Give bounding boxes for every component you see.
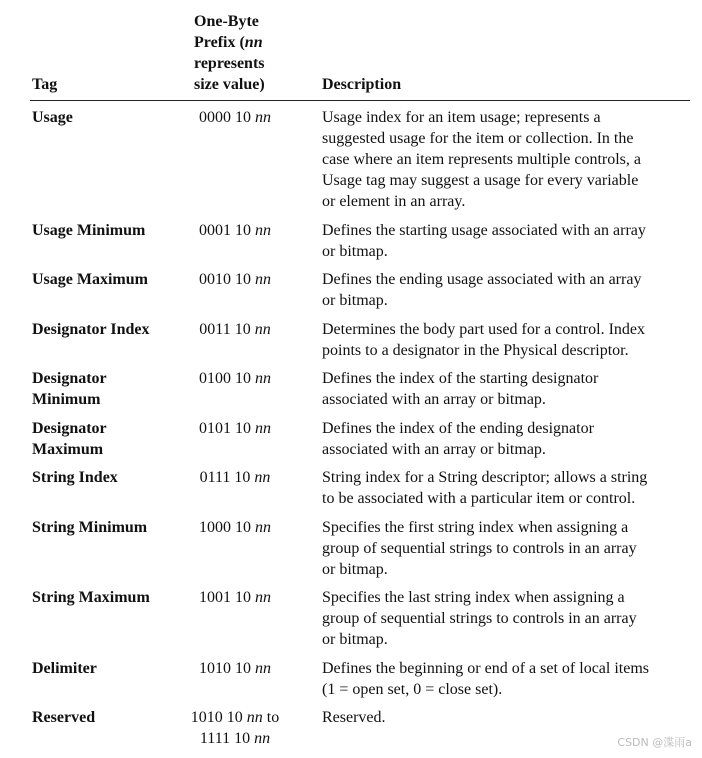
prefix-cell — [178, 467, 292, 509]
prefix-cell — [178, 220, 292, 262]
italic-segment: nn — [254, 730, 271, 747]
italic-segment: nn — [244, 34, 263, 51]
description-line: group of sequential strings to controls in an array — [322, 610, 637, 627]
prefix-line — [194, 74, 292, 95]
tag-line: String Minimum — [32, 518, 148, 536]
text-segment: 0010 10 — [199, 271, 255, 288]
text-segment: 1000 10 — [199, 518, 255, 536]
prefix-line — [178, 269, 292, 290]
description-line: String index for a String descriptor; allows a string — [322, 469, 648, 486]
tag-cell — [30, 368, 178, 410]
text-segment: represents — [194, 55, 265, 72]
table-row — [30, 220, 690, 270]
description-cell — [292, 319, 690, 361]
text-segment: to — [262, 709, 280, 726]
description-line: group of sequential strings to controls in an array — [322, 539, 637, 557]
tag-line: Minimum — [32, 391, 101, 408]
tag-line: Reserved — [32, 709, 96, 726]
tag-cell — [30, 107, 178, 212]
prefix-line — [178, 467, 292, 488]
description-line: associated with an array or bitmap. — [322, 391, 546, 408]
description-line: associated with an array or bitmap. — [322, 440, 546, 458]
description-line: Defines the starting usage associated with an array — [322, 221, 646, 239]
prefix-line — [178, 368, 292, 389]
text-segment: 1010 10 — [190, 709, 247, 726]
tag-cell — [30, 707, 178, 749]
header-prefix — [178, 11, 292, 95]
table-row — [30, 107, 690, 220]
description-line: (1 = open set, 0 = close set). — [322, 680, 503, 698]
prefix-line — [194, 53, 292, 74]
tag-line: Usage — [32, 109, 73, 126]
prefix-line — [194, 32, 292, 53]
description-line: Usage tag may suggest a usage for every variable — [322, 172, 639, 189]
tag-cell — [30, 220, 178, 262]
tag-cell — [30, 517, 178, 580]
description-line: Specifies the first string index when assigning a — [322, 518, 629, 536]
tag-line: Maximum — [32, 440, 104, 458]
italic-segment: nn — [255, 370, 271, 387]
italic-segment: nn — [255, 518, 271, 536]
description-line: Defines the index of the ending designator — [322, 419, 594, 437]
watermark: CSDN @渫雨a — [617, 736, 692, 749]
description-line: or bitmap. — [322, 242, 388, 260]
description-cell — [292, 220, 690, 262]
table-row — [30, 517, 690, 588]
description-cell — [292, 467, 690, 509]
table-body — [30, 107, 690, 757]
prefix-cell — [178, 269, 292, 311]
text-segment: size value) — [194, 76, 265, 93]
description-cell — [292, 107, 690, 212]
italic-segment: nn — [254, 320, 271, 338]
description-line: Determines the body part used for a control. Index — [322, 320, 646, 338]
tag-line: Usage Minimum — [32, 221, 146, 239]
table-row — [30, 269, 690, 319]
description-line: Defines the index of the starting designator — [322, 370, 599, 387]
italic-segment: nn — [254, 469, 271, 486]
prefix-cell — [178, 368, 292, 410]
tag-line: Designator — [32, 370, 107, 387]
description-line: case where an item represents multiple controls, a — [322, 151, 641, 168]
description-cell — [292, 418, 690, 460]
italic-segment: nn — [255, 589, 271, 606]
tag-line: String Index — [32, 469, 118, 486]
tag-cell — [30, 418, 178, 460]
description-line: or element in an array. — [322, 193, 466, 210]
text-segment: 0000 10 — [199, 109, 255, 126]
italic-segment: nn — [255, 659, 271, 677]
tag-line: String Maximum — [32, 589, 150, 606]
text-segment: 0111 10 — [199, 469, 255, 486]
prefix-line — [178, 517, 292, 538]
prefix-line — [194, 11, 292, 32]
description-line: Specifies the last string index when assigning a — [322, 589, 625, 606]
description-cell — [292, 517, 690, 580]
description-line: Defines the beginning or end of a set of local items — [322, 659, 650, 677]
description-line: points to a designator in the Physical descriptor. — [322, 341, 629, 359]
text-segment: 0101 10 — [199, 419, 255, 437]
text-segment: 0100 10 — [199, 370, 255, 387]
prefix-line — [178, 658, 292, 679]
description-line: or bitmap. — [322, 560, 388, 578]
description-line: Reserved. — [322, 709, 386, 726]
italic-segment: nn — [255, 271, 271, 288]
text-segment: 1111 10 — [199, 730, 255, 747]
tag-line: Designator Index — [32, 320, 150, 338]
prefix-line — [178, 728, 292, 749]
table-row — [30, 467, 690, 517]
header-description: Description — [322, 76, 402, 93]
description-cell — [292, 269, 690, 311]
tag-cell — [30, 319, 178, 361]
text-segment: One-Byte — [194, 13, 259, 30]
tag-cell — [30, 269, 178, 311]
table-row — [30, 319, 690, 369]
table-header — [30, 11, 690, 101]
description-line: Usage index for an item usage; represents a — [322, 109, 601, 126]
text-segment: 0011 10 — [199, 320, 255, 338]
tag-line: Designator — [32, 419, 107, 437]
tag-cell — [30, 467, 178, 509]
description-line: or bitmap. — [322, 631, 388, 648]
prefix-line — [178, 707, 292, 728]
description-cell — [292, 368, 690, 410]
table-row — [30, 707, 690, 757]
text-segment: 1001 10 — [199, 589, 255, 606]
prefix-cell — [178, 707, 292, 749]
prefix-cell — [178, 107, 292, 212]
italic-segment: nn — [255, 221, 271, 239]
prefix-line — [178, 319, 292, 340]
prefix-cell — [178, 587, 292, 650]
table-row — [30, 368, 690, 418]
description-line: Defines the ending usage associated with an array — [322, 271, 642, 288]
text-segment: 1010 10 — [199, 659, 255, 677]
header-tag: Tag — [32, 76, 58, 93]
text-segment: Prefix ( — [194, 34, 245, 51]
tag-cell — [30, 658, 178, 700]
tag-cell — [30, 587, 178, 650]
italic-segment: nn — [246, 709, 263, 726]
italic-segment: nn — [255, 109, 271, 126]
prefix-line — [178, 107, 292, 128]
tag-line: Delimiter — [32, 659, 97, 677]
prefix-line — [178, 587, 292, 608]
prefix-cell — [178, 658, 292, 700]
prefix-cell — [178, 517, 292, 580]
prefix-cell — [178, 418, 292, 460]
table-row — [30, 658, 690, 708]
prefix-line — [178, 418, 292, 439]
tag-line: Usage Maximum — [32, 271, 148, 288]
description-line: or bitmap. — [322, 292, 388, 309]
hid-local-items-table — [30, 11, 690, 757]
description-cell — [292, 587, 690, 650]
italic-segment: nn — [255, 419, 271, 437]
description-cell — [292, 658, 690, 700]
prefix-line — [178, 220, 292, 241]
table-row — [30, 418, 690, 468]
prefix-cell — [178, 319, 292, 361]
text-segment: 0001 10 — [199, 221, 255, 239]
description-line: to be associated with a particular item or control. — [322, 490, 636, 507]
description-line: suggested usage for the item or collection. In the — [322, 130, 634, 147]
table-row — [30, 587, 690, 658]
